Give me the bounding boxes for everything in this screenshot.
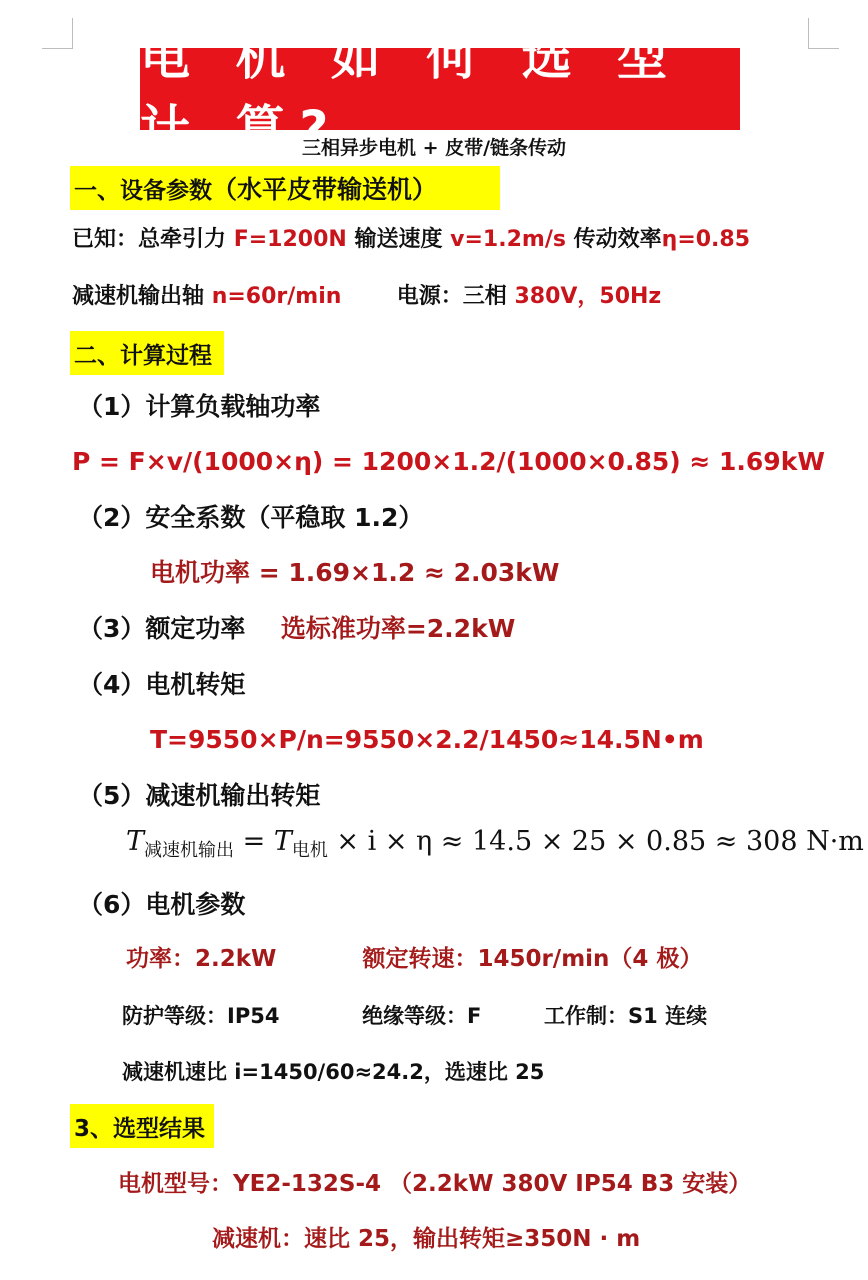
- section3-heading: [70, 1104, 214, 1148]
- motor-ratings-line: [122, 1004, 707, 1029]
- insulation-class: 绝缘等级：F: [362, 1004, 482, 1028]
- section1-heading: [70, 166, 500, 210]
- motor-power-speed-line: [126, 946, 702, 974]
- efficiency-value: η=0.85: [661, 227, 751, 252]
- section2-heading-text: 二、计算过程: [74, 342, 212, 369]
- step2-title: （2）安全系数（平稳取 1.2）: [78, 503, 424, 532]
- page-corner-mark-top-right: [808, 18, 839, 49]
- subtitle: 三相异步电机 + 皮带/链条传动: [301, 137, 567, 159]
- formula-sub2: 电机: [291, 840, 328, 861]
- formula-eq: =: [234, 826, 274, 857]
- formula-rest: × i × η ≈ 14.5 × 25 × 0.85 ≈ 308 N·m: [327, 826, 864, 857]
- protection-class: 防护等级：IP54: [122, 1004, 280, 1028]
- step5-formula: [126, 826, 864, 861]
- step3-title: （3）额定功率: [78, 614, 246, 643]
- step4-title: （4）电机转矩: [78, 670, 246, 699]
- step3-value: 选标准功率=2.2kW: [280, 614, 516, 643]
- output-shaft-label: 减速机输出轴: [72, 284, 205, 309]
- section3-heading-text: 3、选型结果: [74, 1115, 206, 1142]
- output-shaft-line: [72, 284, 661, 310]
- formula-t1: T: [126, 826, 145, 857]
- step1-formula: P = F×v/(1000×η) = 1200×1.2/(1000×0.85) ≈ 1.69kW: [72, 447, 825, 476]
- efficiency-label: 传动效率: [573, 227, 662, 252]
- speed-label: 输送速度: [354, 227, 443, 252]
- step1-title: （1）计算负载轴功率: [78, 392, 321, 421]
- step2-formula: 电机功率 = 1.69×1.2 ≈ 2.03kW: [150, 558, 560, 587]
- motor-power: 功率：2.2kW: [126, 946, 277, 972]
- step5-title: （5）减速机输出转矩: [78, 781, 321, 810]
- step3-line: [78, 614, 515, 644]
- traction-force-value: F=1200N: [233, 227, 347, 252]
- speed-value: v=1.2m/s: [450, 227, 566, 252]
- rated-speed: 额定转速：1450r/min（4 极）: [362, 946, 703, 972]
- step4-formula: T=9550×P/n=9550×2.2/1450≈14.5N•m: [150, 725, 704, 754]
- formula-sub1: 减速机输出: [144, 840, 235, 861]
- reducer-result: 减速机：速比 25，输出转矩≥350N · m: [212, 1226, 641, 1252]
- output-shaft-speed: n=60r/min: [211, 284, 342, 309]
- formula-t2: T: [273, 826, 292, 857]
- step6-title: （6）电机参数: [78, 890, 246, 919]
- section1-heading-text: 一、设备参数: [74, 177, 212, 204]
- known-label: 已知：总牵引力: [72, 227, 227, 252]
- power-source-value: 380V，50Hz: [514, 284, 662, 309]
- page-corner-mark-top-left: [42, 18, 73, 49]
- page-title: 电 机 如 何 选 型 计 算?: [140, 28, 682, 158]
- power-source-label: 电源：三相: [396, 284, 507, 309]
- section1-heading-paren: （水平皮带输送机）: [212, 175, 438, 204]
- duty-type: 工作制：S1 连续: [544, 1004, 708, 1028]
- reducer-ratio-line: 减速机速比 i=1450/60≈24.2，选速比 25: [122, 1060, 545, 1084]
- motor-model-result: 电机型号：YE2-132S-4 （2.2kW 380V IP54 B3 安装）: [118, 1171, 752, 1197]
- section2-heading: [70, 331, 224, 375]
- known-params-line: [72, 227, 750, 253]
